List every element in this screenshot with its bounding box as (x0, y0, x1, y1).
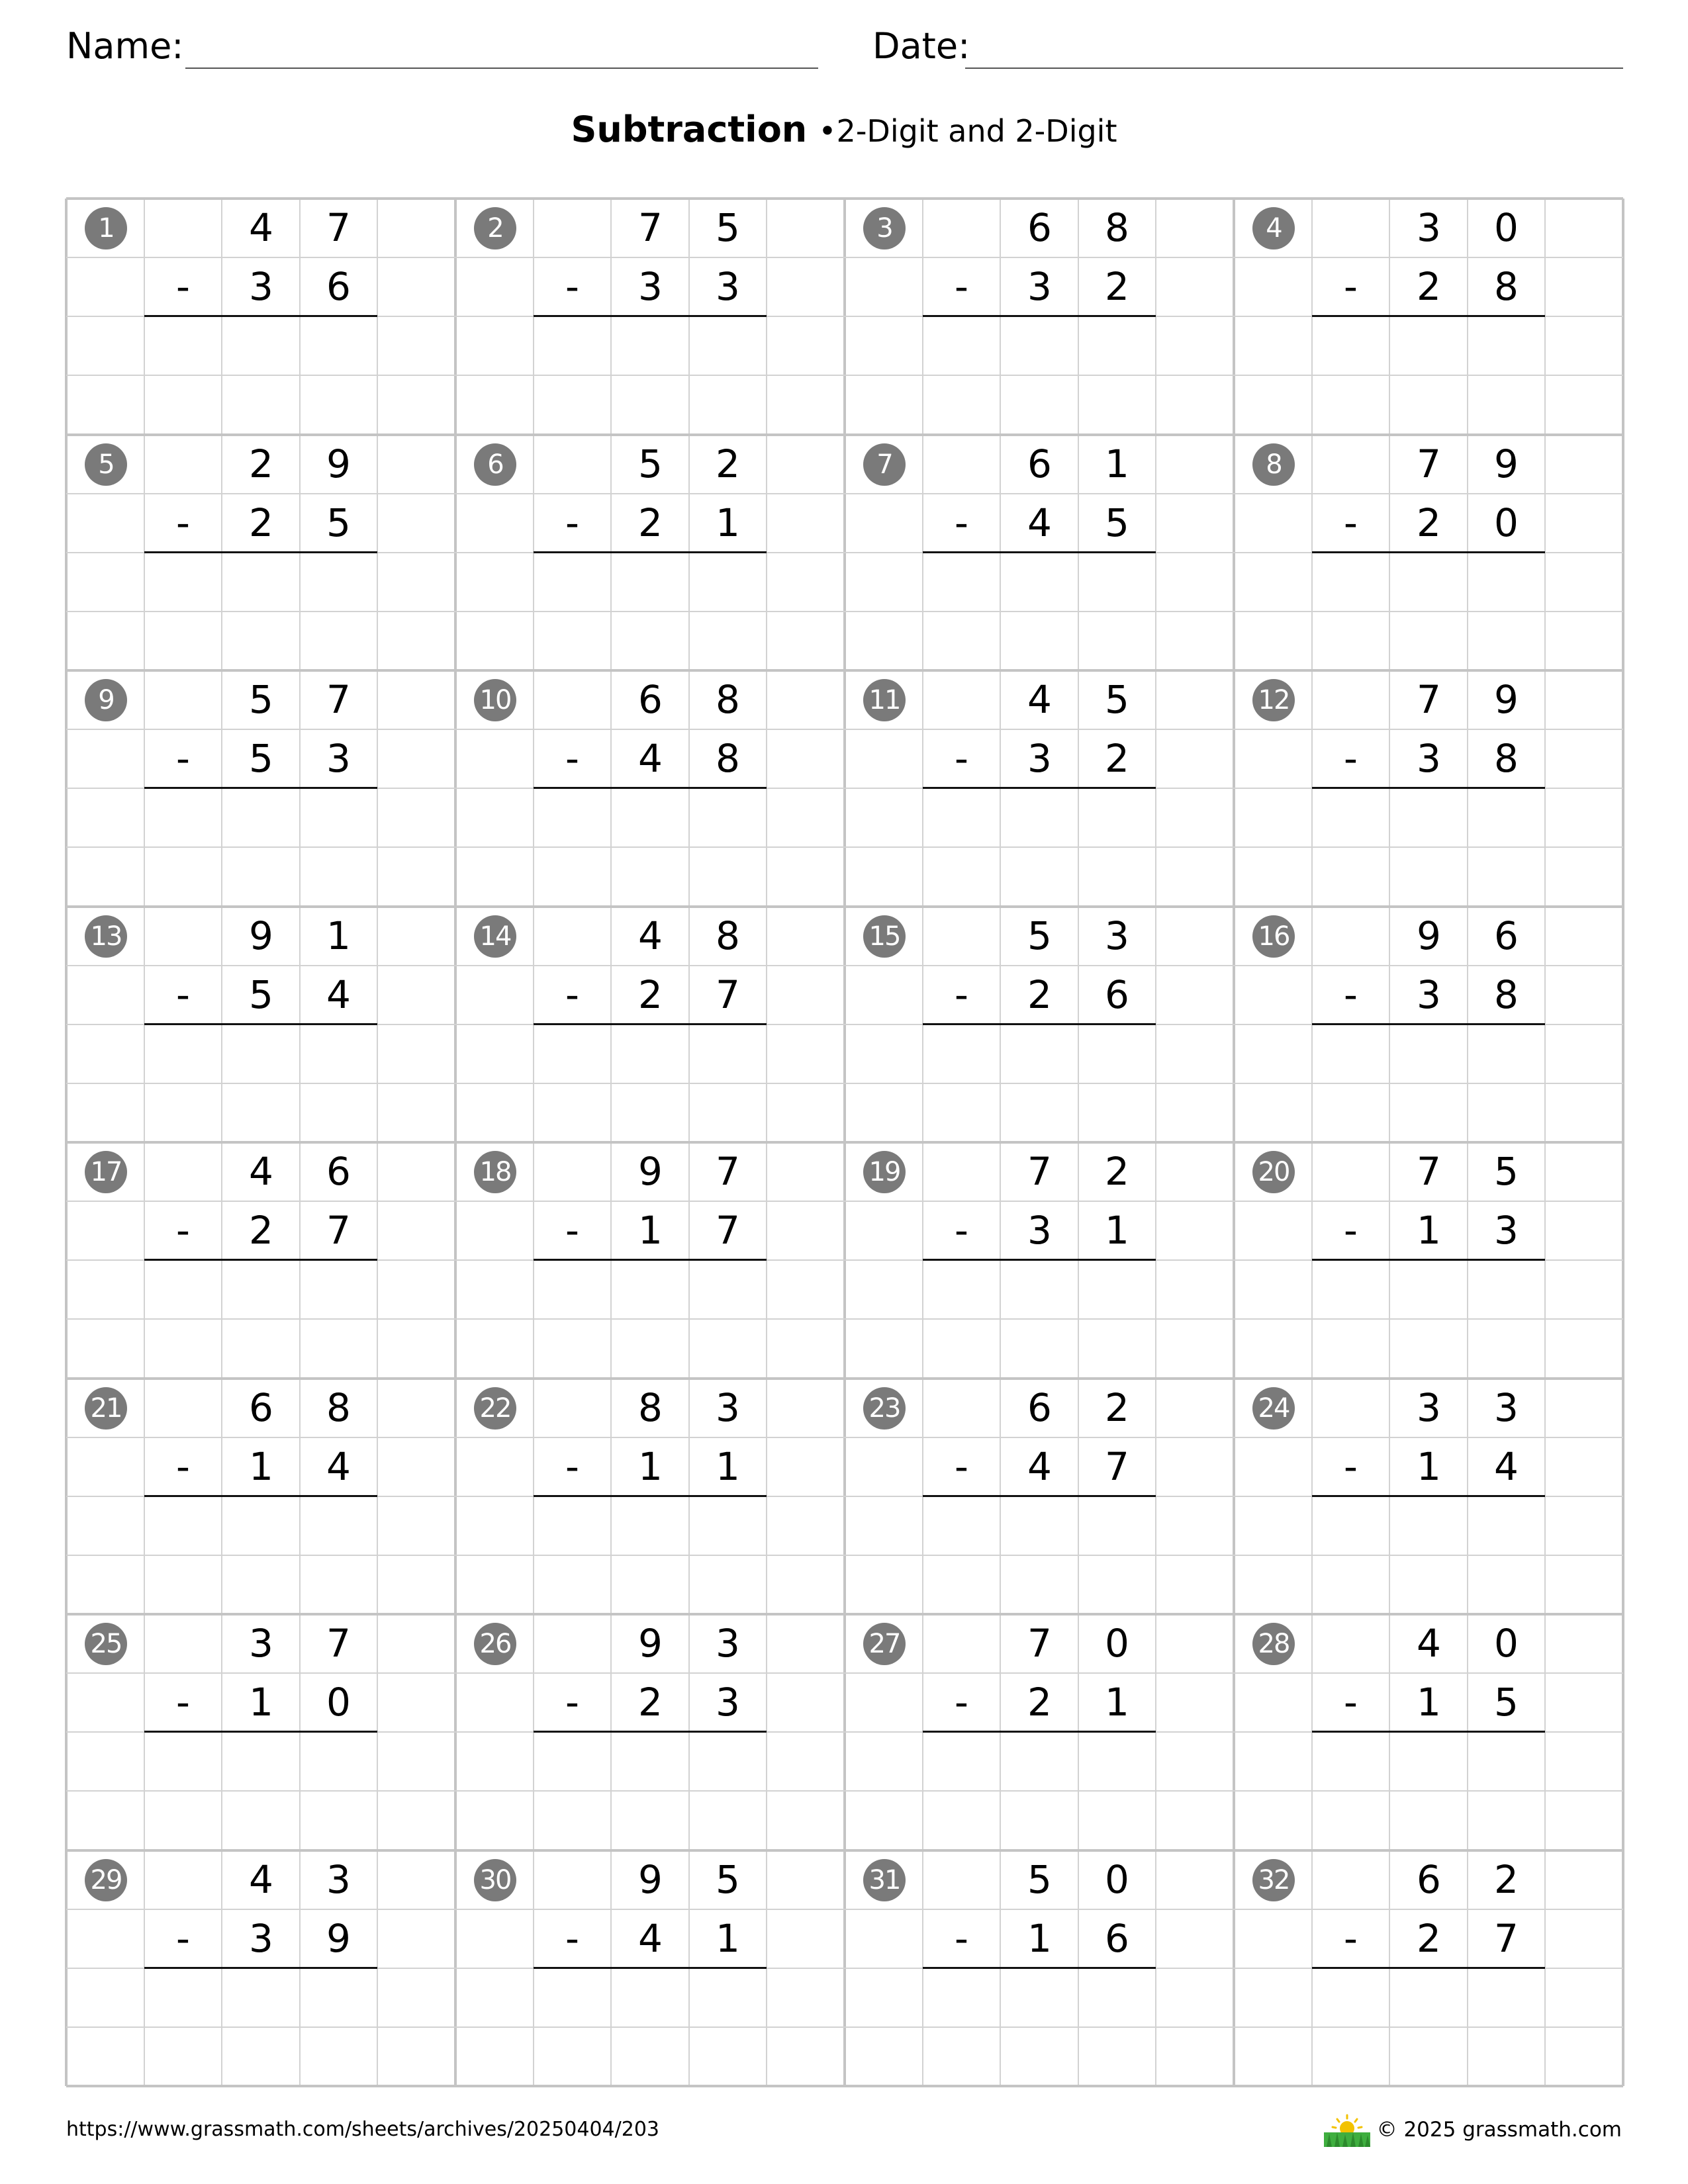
minus-sign: - (176, 736, 190, 781)
subtrahend-ones-digit: 1 (716, 500, 740, 545)
title-subtitle: 2-Digit and 2-Digit (836, 113, 1117, 149)
subtrahend-tens-digit: 3 (1417, 972, 1441, 1017)
answer-rule-line (923, 1495, 1156, 1497)
minus-sign: - (565, 736, 579, 781)
minus-sign: - (176, 1208, 190, 1253)
subtrahend-tens-digit: 3 (1417, 736, 1441, 781)
minuend-tens-digit: 7 (1027, 1149, 1052, 1194)
subtrahend-ones-digit: 1 (1105, 1680, 1129, 1725)
subtrahend-tens-digit: 2 (638, 972, 663, 1017)
subtrahend-ones-digit: 3 (1494, 1208, 1519, 1253)
minuend-ones-digit: 0 (1105, 1856, 1129, 1902)
problem-9 (66, 670, 455, 906)
minuend-ones-digit: 3 (1105, 913, 1129, 958)
minuend-tens-digit: 5 (1027, 1856, 1052, 1902)
problem-16 (1234, 907, 1623, 1142)
problem-5 (66, 435, 455, 670)
minuend-tens-digit: 4 (1027, 677, 1052, 722)
subtrahend-ones-digit: 8 (1494, 264, 1519, 309)
minus-sign: - (176, 972, 190, 1017)
minuend-tens-digit: 5 (638, 441, 663, 486)
subtrahend-ones-digit: 7 (716, 972, 740, 1017)
minus-sign: - (1344, 736, 1358, 781)
subtrahend-tens-digit: 5 (249, 736, 273, 781)
subtrahend-tens-digit: 2 (1417, 500, 1441, 545)
problem-number-badge: 23 (863, 1387, 906, 1430)
minuend-tens-digit: 4 (249, 1149, 273, 1194)
minus-sign: - (955, 1915, 968, 1961)
problem-number-badge: 20 (1252, 1151, 1295, 1193)
answer-rule-line (923, 1259, 1156, 1261)
footer-copyright: © 2025 grassmath.com (1376, 2118, 1622, 2142)
subtrahend-ones-digit: 6 (326, 264, 351, 309)
grass-sun-logo-icon (1324, 2113, 1370, 2147)
answer-rule-line (1312, 551, 1545, 553)
answer-rule-line (1312, 1495, 1545, 1497)
problem-number-badge: 3 (863, 207, 906, 250)
problem-21 (66, 1379, 455, 1614)
minuend-ones-digit: 5 (716, 1856, 740, 1902)
minus-sign: - (1344, 500, 1358, 545)
minuend-ones-digit: 0 (1105, 1621, 1129, 1666)
subtrahend-ones-digit: 3 (716, 1680, 740, 1725)
minuend-tens-digit: 7 (638, 205, 663, 250)
problem-number-badge: 27 (863, 1623, 906, 1665)
problem-31 (845, 1850, 1234, 2086)
minuend-tens-digit: 8 (638, 1385, 663, 1430)
minuend-tens-digit: 7 (1417, 677, 1441, 722)
problem-15 (845, 907, 1234, 1142)
minus-sign: - (955, 736, 968, 781)
problem-number-badge: 6 (474, 443, 516, 486)
subtrahend-ones-digit: 4 (1494, 1443, 1519, 1489)
minuend-ones-digit: 7 (326, 1621, 351, 1666)
minuend-tens-digit: 4 (638, 913, 663, 958)
subtrahend-tens-digit: 2 (1027, 972, 1052, 1017)
problem-number-badge: 24 (1252, 1387, 1295, 1430)
problem-2 (455, 199, 845, 434)
minus-sign: - (955, 500, 968, 545)
problem-number-badge: 13 (85, 915, 127, 958)
problem-number-badge: 10 (474, 679, 516, 721)
minus-sign: - (1344, 1208, 1358, 1253)
subtrahend-ones-digit: 3 (716, 264, 740, 309)
subtrahend-tens-digit: 1 (1417, 1443, 1441, 1489)
problem-number-badge: 9 (85, 679, 127, 721)
subtrahend-tens-digit: 1 (638, 1208, 663, 1253)
minuend-tens-digit: 3 (1417, 1385, 1441, 1430)
problem-27 (845, 1614, 1234, 1850)
answer-rule-line (1312, 1259, 1545, 1261)
answer-rule-line (144, 1495, 377, 1497)
subtrahend-ones-digit: 8 (1494, 972, 1519, 1017)
subtrahend-ones-digit: 2 (1105, 264, 1129, 309)
minus-sign: - (176, 1680, 190, 1725)
answer-rule-line (923, 315, 1156, 317)
minus-sign: - (1344, 1443, 1358, 1489)
problem-10 (455, 670, 845, 906)
problem-19 (845, 1142, 1234, 1378)
date-write-line (965, 68, 1623, 69)
minuend-tens-digit: 7 (1417, 441, 1441, 486)
minuend-ones-digit: 3 (716, 1385, 740, 1430)
minuend-ones-digit: 3 (326, 1856, 351, 1902)
minuend-tens-digit: 6 (1027, 205, 1052, 250)
answer-rule-line (1312, 1731, 1545, 1733)
minuend-tens-digit: 5 (249, 677, 273, 722)
problem-number-badge: 7 (863, 443, 906, 486)
subtrahend-tens-digit: 4 (1027, 1443, 1052, 1489)
problem-3 (845, 199, 1234, 434)
minuend-ones-digit: 8 (716, 913, 740, 958)
problem-number-badge: 15 (863, 915, 906, 958)
problem-11 (845, 670, 1234, 906)
minuend-ones-digit: 8 (1105, 205, 1129, 250)
minuend-ones-digit: 5 (716, 205, 740, 250)
problem-number-badge: 31 (863, 1859, 906, 1901)
answer-rule-line (1312, 1023, 1545, 1025)
problem-1 (66, 199, 455, 434)
problem-29 (66, 1850, 455, 2086)
subtrahend-ones-digit: 1 (1105, 1208, 1129, 1253)
problem-32 (1234, 1850, 1623, 2086)
minuend-ones-digit: 9 (1494, 441, 1519, 486)
problem-number-badge: 8 (1252, 443, 1295, 486)
minus-sign: - (176, 500, 190, 545)
answer-rule-line (1312, 787, 1545, 789)
minus-sign: - (955, 1443, 968, 1489)
worksheet-title (0, 103, 1688, 158)
minuend-ones-digit: 2 (1105, 1149, 1129, 1194)
subtrahend-tens-digit: 1 (249, 1443, 273, 1489)
problem-number-badge: 18 (474, 1151, 516, 1193)
minuend-ones-digit: 3 (1494, 1385, 1519, 1430)
answer-rule-line (534, 315, 767, 317)
minuend-ones-digit: 7 (326, 205, 351, 250)
subtrahend-tens-digit: 3 (1027, 736, 1052, 781)
minuend-ones-digit: 8 (326, 1385, 351, 1430)
problem-grid (66, 199, 1623, 2086)
minus-sign: - (565, 1915, 579, 1961)
problem-8 (1234, 435, 1623, 670)
minuend-tens-digit: 3 (249, 1621, 273, 1666)
minus-sign: - (955, 1208, 968, 1253)
answer-rule-line (534, 1495, 767, 1497)
answer-rule-line (144, 315, 377, 317)
subtrahend-ones-digit: 6 (1105, 1915, 1129, 1961)
subtrahend-ones-digit: 5 (326, 500, 351, 545)
answer-rule-line (1312, 315, 1545, 317)
subtrahend-tens-digit: 2 (249, 500, 273, 545)
subtrahend-ones-digit: 1 (716, 1443, 740, 1489)
subtrahend-tens-digit: 2 (638, 1680, 663, 1725)
minuend-ones-digit: 2 (716, 441, 740, 486)
minus-sign: - (176, 264, 190, 309)
answer-rule-line (1312, 1967, 1545, 1969)
minuend-ones-digit: 1 (1105, 441, 1129, 486)
subtrahend-tens-digit: 3 (249, 264, 273, 309)
minus-sign: - (565, 1443, 579, 1489)
subtrahend-tens-digit: 3 (1027, 1208, 1052, 1253)
problem-number-badge: 12 (1252, 679, 1295, 721)
subtrahend-tens-digit: 1 (1417, 1680, 1441, 1725)
date-label: Date: (872, 25, 970, 67)
problem-14 (455, 907, 845, 1142)
problem-6 (455, 435, 845, 670)
minuend-ones-digit: 2 (1494, 1856, 1519, 1902)
footer-url: https://www.grassmath.com/sheets/archives/20250404/203 (66, 2118, 660, 2141)
minuend-ones-digit: 0 (1494, 1621, 1519, 1666)
subtrahend-ones-digit: 5 (1494, 1680, 1519, 1725)
minus-sign: - (176, 1915, 190, 1961)
minuend-tens-digit: 3 (1417, 205, 1441, 250)
minuend-tens-digit: 7 (1417, 1149, 1441, 1194)
answer-rule-line (534, 551, 767, 553)
minuend-tens-digit: 4 (249, 205, 273, 250)
answer-rule-line (144, 787, 377, 789)
subtrahend-tens-digit: 3 (249, 1915, 273, 1961)
minuend-tens-digit: 9 (1417, 913, 1441, 958)
subtrahend-ones-digit: 6 (1105, 972, 1129, 1017)
subtrahend-ones-digit: 7 (1105, 1443, 1129, 1489)
subtrahend-tens-digit: 2 (1027, 1680, 1052, 1725)
minuend-tens-digit: 4 (249, 1856, 273, 1902)
minuend-tens-digit: 6 (1027, 1385, 1052, 1430)
name-write-line (185, 68, 818, 69)
problem-number-badge: 25 (85, 1623, 127, 1665)
minuend-ones-digit: 6 (1494, 913, 1519, 958)
problem-number-badge: 21 (85, 1387, 127, 1430)
minus-sign: - (565, 500, 579, 545)
problem-25 (66, 1614, 455, 1850)
subtrahend-tens-digit: 2 (249, 1208, 273, 1253)
subtrahend-ones-digit: 0 (1494, 500, 1519, 545)
answer-rule-line (144, 1023, 377, 1025)
problem-number-badge: 2 (474, 207, 516, 250)
subtrahend-tens-digit: 1 (1417, 1208, 1441, 1253)
problem-22 (455, 1379, 845, 1614)
subtrahend-ones-digit: 8 (1494, 736, 1519, 781)
problem-number-badge: 14 (474, 915, 516, 958)
subtrahend-tens-digit: 5 (249, 972, 273, 1017)
minuend-tens-digit: 7 (1027, 1621, 1052, 1666)
problem-number-badge: 11 (863, 679, 906, 721)
problem-23 (845, 1379, 1234, 1614)
minus-sign: - (565, 264, 579, 309)
minuend-tens-digit: 5 (1027, 913, 1052, 958)
title-main: Subtraction (571, 109, 808, 150)
minuend-ones-digit: 6 (326, 1149, 351, 1194)
minuend-tens-digit: 9 (638, 1149, 663, 1194)
minuend-ones-digit: 8 (716, 677, 740, 722)
minus-sign: - (565, 972, 579, 1017)
problem-28 (1234, 1614, 1623, 1850)
problem-12 (1234, 670, 1623, 906)
problem-number-badge: 29 (85, 1859, 127, 1901)
minuend-tens-digit: 6 (249, 1385, 273, 1430)
subtrahend-tens-digit: 4 (638, 736, 663, 781)
minuend-ones-digit: 2 (1105, 1385, 1129, 1430)
subtrahend-tens-digit: 4 (638, 1915, 663, 1961)
problem-26 (455, 1614, 845, 1850)
problem-13 (66, 907, 455, 1142)
problem-17 (66, 1142, 455, 1378)
problem-7 (845, 435, 1234, 670)
subtrahend-ones-digit: 1 (716, 1915, 740, 1961)
subtrahend-ones-digit: 0 (326, 1680, 351, 1725)
minuend-ones-digit: 3 (716, 1621, 740, 1666)
subtrahend-ones-digit: 4 (326, 1443, 351, 1489)
subtrahend-ones-digit: 3 (326, 736, 351, 781)
problem-number-badge: 4 (1252, 207, 1295, 250)
minuend-tens-digit: 9 (638, 1856, 663, 1902)
minus-sign: - (1344, 264, 1358, 309)
subtrahend-tens-digit: 1 (1027, 1915, 1052, 1961)
answer-rule-line (144, 1259, 377, 1261)
minuend-tens-digit: 6 (1417, 1856, 1441, 1902)
problem-30 (455, 1850, 845, 2086)
problem-number-badge: 26 (474, 1623, 516, 1665)
minuend-tens-digit: 2 (249, 441, 273, 486)
minus-sign: - (1344, 1680, 1358, 1725)
answer-rule-line (534, 1967, 767, 1969)
subtrahend-tens-digit: 2 (1417, 264, 1441, 309)
minus-sign: - (1344, 1915, 1358, 1961)
problem-20 (1234, 1142, 1623, 1378)
subtrahend-tens-digit: 4 (1027, 500, 1052, 545)
subtrahend-ones-digit: 7 (1494, 1915, 1519, 1961)
minus-sign: - (955, 1680, 968, 1725)
problem-number-badge: 16 (1252, 915, 1295, 958)
problem-18 (455, 1142, 845, 1378)
problem-number-badge: 1 (85, 207, 127, 250)
answer-rule-line (534, 787, 767, 789)
answer-rule-line (923, 787, 1156, 789)
minus-sign: - (955, 264, 968, 309)
title-separator: • (818, 113, 837, 149)
answer-rule-line (923, 1023, 1156, 1025)
subtrahend-ones-digit: 8 (716, 736, 740, 781)
subtrahend-ones-digit: 5 (1105, 500, 1129, 545)
subtrahend-ones-digit: 2 (1105, 736, 1129, 781)
answer-rule-line (144, 1731, 377, 1733)
minuend-ones-digit: 5 (1105, 677, 1129, 722)
subtrahend-ones-digit: 4 (326, 972, 351, 1017)
minuend-ones-digit: 5 (1494, 1149, 1519, 1194)
subtrahend-tens-digit: 1 (638, 1443, 663, 1489)
minuend-tens-digit: 6 (638, 677, 663, 722)
answer-rule-line (923, 1967, 1156, 1969)
minuend-tens-digit: 6 (1027, 441, 1052, 486)
minus-sign: - (565, 1680, 579, 1725)
minuend-ones-digit: 0 (1494, 205, 1519, 250)
answer-rule-line (923, 1731, 1156, 1733)
problem-number-badge: 17 (85, 1151, 127, 1193)
subtrahend-tens-digit: 1 (249, 1680, 273, 1725)
name-label: Name: (66, 25, 184, 67)
minuend-tens-digit: 9 (249, 913, 273, 958)
minuend-tens-digit: 4 (1417, 1621, 1441, 1666)
problem-number-badge: 5 (85, 443, 127, 486)
minus-sign: - (176, 1443, 190, 1489)
subtrahend-ones-digit: 9 (326, 1915, 351, 1961)
minus-sign: - (1344, 972, 1358, 1017)
minus-sign: - (565, 1208, 579, 1253)
answer-rule-line (144, 1967, 377, 1969)
minuend-ones-digit: 9 (326, 441, 351, 486)
answer-rule-line (144, 551, 377, 553)
answer-rule-line (923, 551, 1156, 553)
problem-number-badge: 28 (1252, 1623, 1295, 1665)
subtrahend-tens-digit: 2 (1417, 1915, 1441, 1961)
minuend-ones-digit: 7 (716, 1149, 740, 1194)
minuend-ones-digit: 1 (326, 913, 351, 958)
subtrahend-tens-digit: 3 (1027, 264, 1052, 309)
answer-rule-line (534, 1731, 767, 1733)
subtrahend-ones-digit: 7 (716, 1208, 740, 1253)
subtrahend-ones-digit: 7 (326, 1208, 351, 1253)
problem-number-badge: 19 (863, 1151, 906, 1193)
subtrahend-tens-digit: 3 (638, 264, 663, 309)
problem-4 (1234, 199, 1623, 434)
answer-rule-line (534, 1259, 767, 1261)
minuend-ones-digit: 9 (1494, 677, 1519, 722)
problem-number-badge: 30 (474, 1859, 516, 1901)
minuend-tens-digit: 9 (638, 1621, 663, 1666)
problem-number-badge: 32 (1252, 1859, 1295, 1901)
problem-24 (1234, 1379, 1623, 1614)
problem-number-badge: 22 (474, 1387, 516, 1430)
minuend-ones-digit: 7 (326, 677, 351, 722)
minus-sign: - (955, 972, 968, 1017)
answer-rule-line (534, 1023, 767, 1025)
subtrahend-tens-digit: 2 (638, 500, 663, 545)
